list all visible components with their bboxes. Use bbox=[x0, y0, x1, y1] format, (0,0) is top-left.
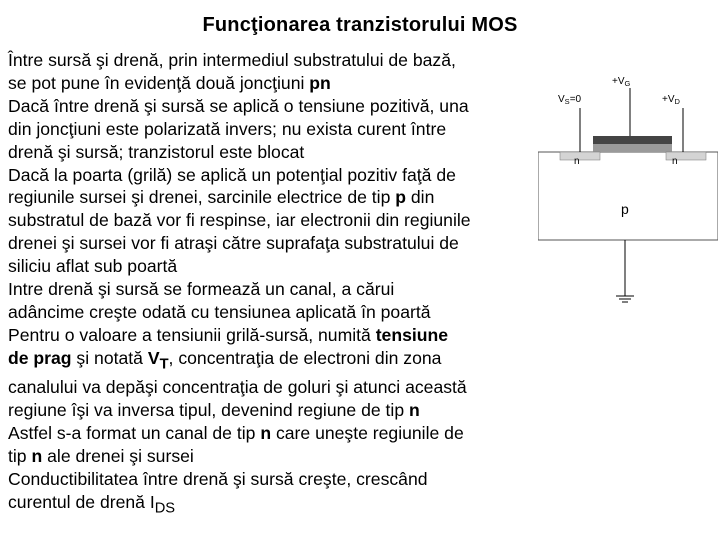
emphasis-text: DS bbox=[154, 500, 176, 517]
text-segment: , concentraţia de electroni din zona bbox=[168, 347, 442, 368]
emphasis-text: de prag bbox=[8, 347, 72, 368]
text-line bbox=[8, 347, 538, 376]
source-region bbox=[560, 152, 600, 160]
text-segment: Între sursă şi drenă, prin intermediul substratului de bază, bbox=[8, 50, 456, 70]
emphasis-text: n bbox=[409, 400, 420, 421]
text-line bbox=[8, 324, 538, 347]
emphasis-text: p bbox=[395, 187, 406, 208]
mos-transistor-diagram bbox=[538, 62, 718, 312]
slide-title: Funcţionarea tranzistorului MOS bbox=[202, 14, 518, 36]
text-segment: ale drenei şi sursei bbox=[42, 445, 194, 466]
text-line bbox=[8, 468, 538, 491]
text-line bbox=[8, 186, 538, 209]
text-line bbox=[8, 209, 538, 232]
text-segment: Dacă la poarta (grilă) se aplică un potenţial pozitiv faţă de bbox=[8, 164, 456, 185]
text-segment: Conductibilitatea între drenă şi sursă creşte, crescând bbox=[8, 468, 428, 489]
drain-voltage-label: $+V_D$ bbox=[662, 94, 680, 106]
text-line bbox=[8, 376, 538, 399]
source-type-label: n bbox=[574, 156, 580, 167]
text-segment: substratul de bază vor fi respinse, iar electronii din regiunile bbox=[8, 210, 471, 231]
text-segment: Astfel s-a format un canal de tip bbox=[8, 423, 261, 444]
text-segment: din bbox=[406, 187, 435, 208]
emphasis-text: n bbox=[260, 423, 272, 444]
emphasis-text: n bbox=[31, 445, 43, 466]
text-segment: adâncime creşte odată cu tensiunea aplicată în poartă bbox=[8, 301, 431, 322]
text-line bbox=[8, 95, 538, 118]
text-segment: siliciu aflat sub poartă bbox=[8, 256, 178, 277]
text-line bbox=[8, 301, 538, 324]
emphasis-text: pn bbox=[309, 72, 331, 93]
text-segment: regiune îşi va inversa tipul, devenind regiune de tip bbox=[8, 400, 409, 421]
substrate-outline bbox=[538, 152, 718, 240]
substrate-type-label: p bbox=[621, 201, 629, 217]
text-line bbox=[8, 399, 538, 422]
text-segment: canalului va depăşi concentraţia de goluri şi atunci această bbox=[8, 377, 467, 398]
text-segment: drenă şi sursă; tranzistorul este blocat bbox=[8, 141, 305, 162]
text-segment: din joncţiuni este polarizată invers; nu exista curent între bbox=[8, 118, 447, 139]
drain-type-label: n bbox=[672, 156, 678, 167]
text-segment: curentul de drenă I bbox=[8, 491, 155, 512]
emphasis-text: tensiune bbox=[375, 324, 449, 345]
emphasis-text: V bbox=[147, 347, 160, 368]
gate-oxide bbox=[593, 144, 672, 152]
text-segment: drenei şi sursei vor fi atraşi către suprafaţa substratului de bbox=[8, 233, 459, 254]
text-segment: regiunile sursei şi drenei, sarcinile electrice de tip bbox=[8, 187, 396, 208]
body-text bbox=[8, 49, 538, 520]
text-segment: tip bbox=[8, 445, 32, 466]
text-line bbox=[8, 255, 538, 278]
text-segment: Pentru o valoare a tensiunii grilă-sursă, numită bbox=[8, 324, 376, 345]
text-line bbox=[8, 232, 538, 255]
text-line bbox=[8, 118, 538, 141]
text-line bbox=[8, 164, 538, 187]
text-segment: se pot pune în evidenţă două joncţiuni bbox=[8, 72, 310, 93]
text-segment: şi notată bbox=[71, 347, 148, 368]
text-line bbox=[8, 491, 538, 520]
text-line bbox=[8, 49, 538, 72]
text-line bbox=[8, 445, 538, 468]
text-line bbox=[8, 278, 538, 301]
gate-metal bbox=[593, 136, 672, 144]
text-segment: care uneşte regiunile de bbox=[271, 423, 464, 444]
text-segment: Dacă între drenă şi sursă se aplică o tensiune pozitivă, una bbox=[8, 95, 469, 116]
source-voltage-label: $V_S=0$ bbox=[558, 94, 582, 106]
emphasis-text: T bbox=[159, 356, 169, 373]
ground-icon bbox=[616, 296, 634, 302]
text-line bbox=[8, 422, 538, 445]
text-segment: Intre drenă şi sursă se formează un canal, a cărui bbox=[8, 279, 395, 300]
text-line bbox=[8, 72, 538, 95]
gate-voltage-label: $+V_G$ bbox=[612, 76, 631, 88]
text-line bbox=[8, 141, 538, 164]
